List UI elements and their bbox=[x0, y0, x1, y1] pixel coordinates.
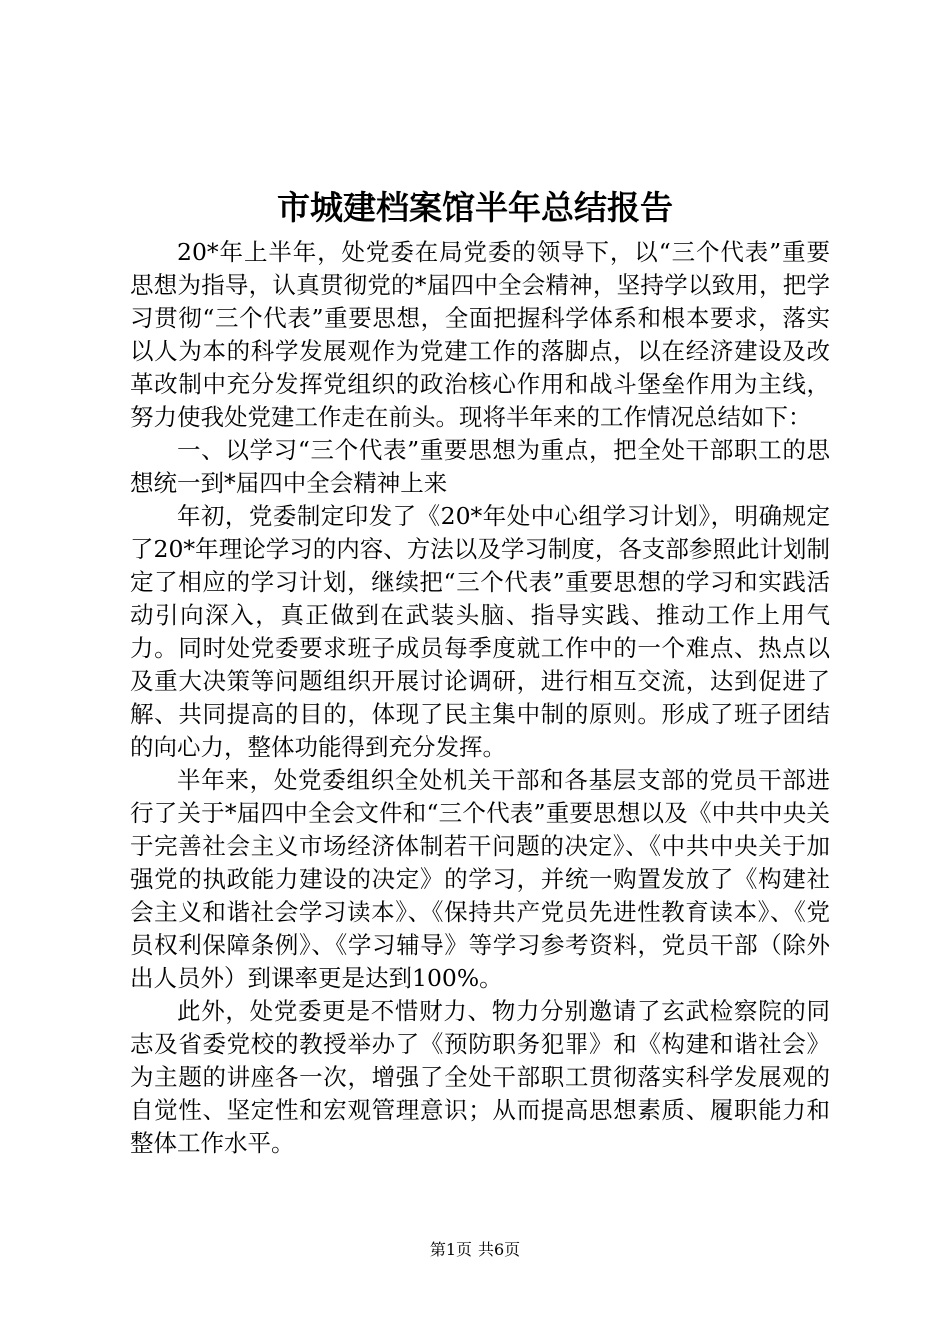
paragraph-lectures: 此外，处党委更是不惜财力、物力分别邀请了玄武检察院的同志及省委党校的教授举办了《预防职务犯罪》和《构建和谐社会》为主题的讲座各一次，增强了全处干部职工贯彻落实科学发展观的自觉性、坚定性和宏观管理意识；从而提高思想素质、履职能力和整体工作水平。 bbox=[130, 997, 830, 1157]
section-heading-1: 一、以学习“三个代表”重要思想为重点，把全处干部职工的思想统一到*届四中全会精神上来 bbox=[130, 436, 830, 497]
page-footer bbox=[0, 1240, 950, 1260]
document-title: 市城建档案馆半年总结报告 bbox=[277, 188, 673, 227]
paragraph-intro: 20*年上半年，处党委在局党委的领导下，以“三个代表”重要思想为指导，认真贯彻党的*届四中全会精神，坚持学以致用，把学习贯彻“三个代表”重要思想，全面把握科学体系和根本要求，落实以人为本的科学发展观作为党建工作的落脚点，以在经济建设及改革改制中充分发挥党组织的政治核心作用和战斗堡垒作用为主线，努力使我处党建工作走在前头。现将半年来的工作情况总结如下： bbox=[130, 238, 830, 431]
paragraph-half-year-study: 半年来，处党委组织全处机关干部和各基层支部的党员干部进行了关于*届四中全会文件和“三个代表”重要思想以及《中共中央关于完善社会主义市场经济体制若干问题的决定》、《中共中央关于加强党的执政能力建设的决定》的学习，并统一购置发放了《构建社会主义和谐社会学习读本》、《保持共产党员先进性教育读本》、《党员权利保障条例》、《学习辅导》等学习参考资料，党员干部（除外出人员外）到课率更是达到100%。 bbox=[130, 766, 830, 992]
page-number: 第1页 bbox=[429, 1240, 472, 1259]
paragraph-study-plan: 年初，党委制定印发了《20*年处中心组学习计划》，明确规定了20*年理论学习的内容、方法以及学习制度，各支部参照此计划制定了相应的学习计划，继续把“三个代表”重要思想的学习和实践活动引向深入，真正做到在武装头脑、指导实践、推动工作上用气力。同时处党委要求班子成员每季度就工作中的一个难点、热点以及重大决策等问题组织开展讨论调研，进行相互交流，达到促进了解、共同提高的目的，体现了民主集中制的原则。形成了班子团结的向心力，整体功能得到充分发挥。 bbox=[130, 502, 830, 761]
page-total: 共6页 bbox=[478, 1240, 521, 1259]
document-body bbox=[130, 236, 830, 1160]
